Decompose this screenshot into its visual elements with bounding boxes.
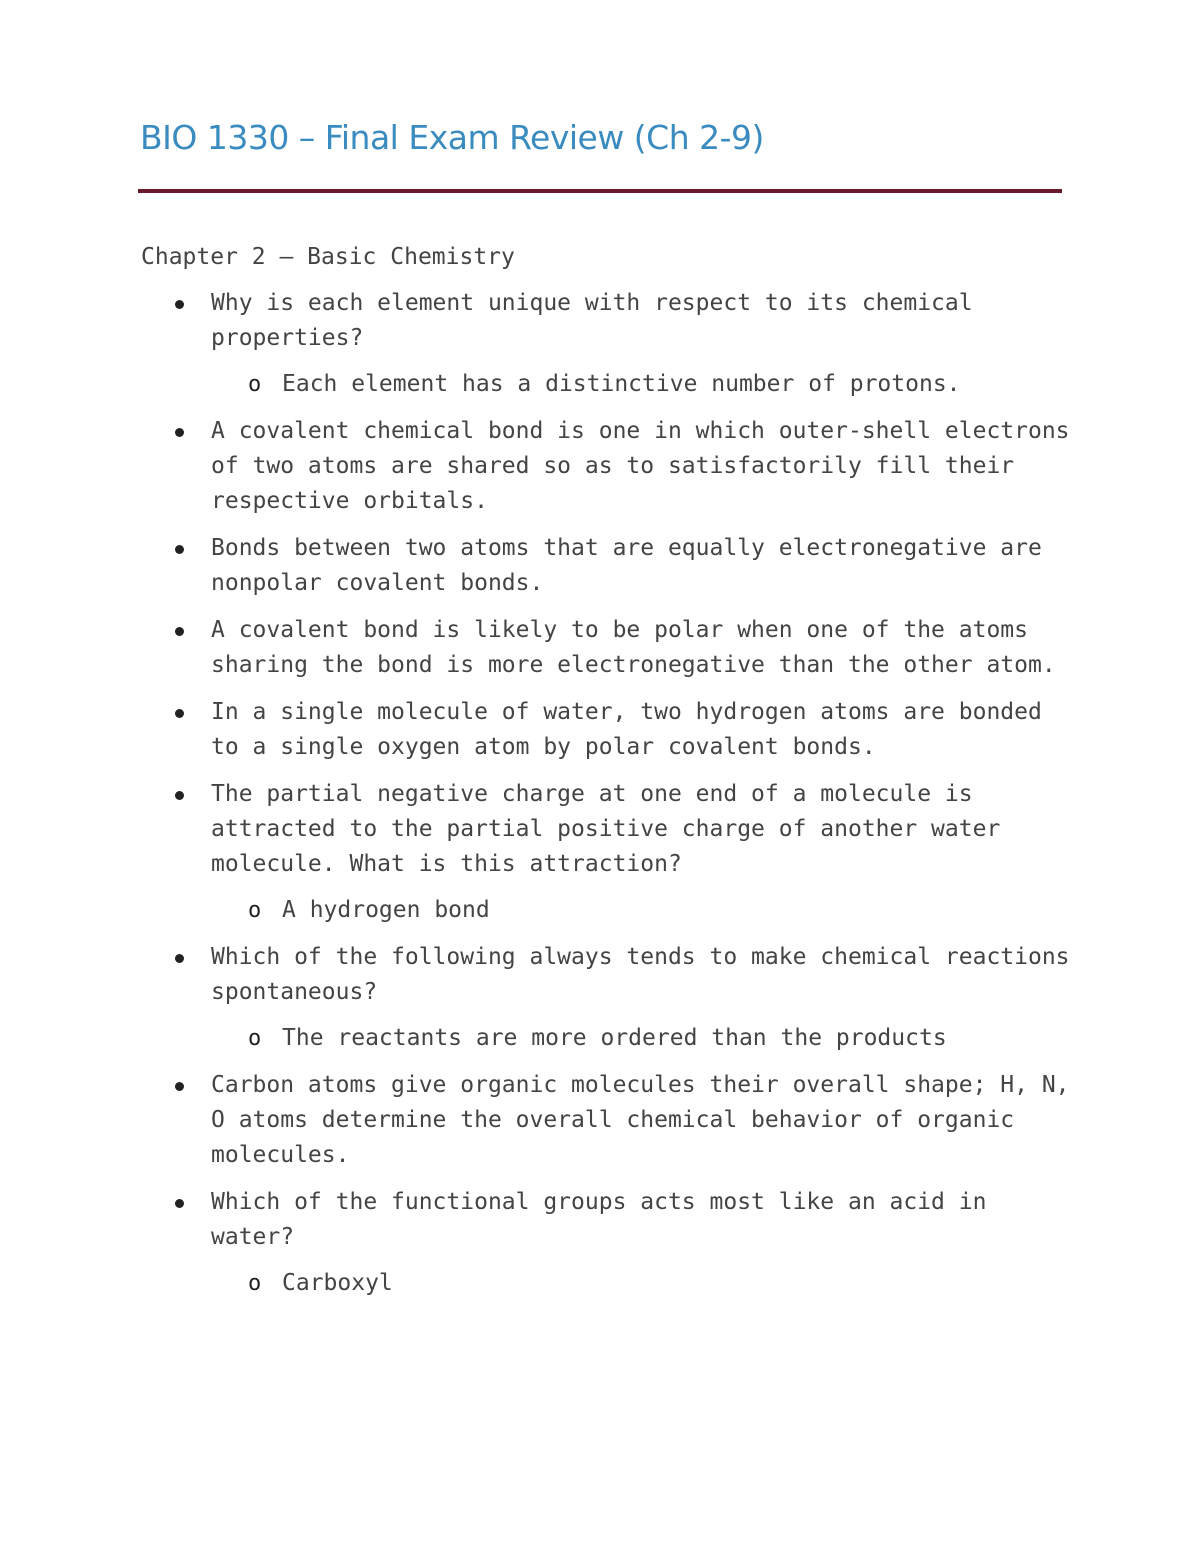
sub-list [211, 1021, 1071, 1056]
bullet-icon [175, 709, 184, 718]
bullet-icon [175, 1199, 184, 1208]
list-item-text: Why is each element unique with respect to its chemical properties? [211, 290, 973, 351]
sub-list [211, 1266, 1071, 1301]
list-item-text: In a single molecule of water, two hydrogen atoms are bonded to a single oxygen atom by polar covalent bonds. [211, 699, 1042, 760]
list-item-text: The partial negative charge at one end of a molecule is attracted to the partial positive charge of another water molecule. What is this attraction? [211, 781, 1001, 877]
sub-list [211, 367, 1071, 402]
list-item [141, 777, 1071, 928]
circle-bullet-icon: o [248, 1271, 262, 1296]
sub-list-item [211, 893, 1071, 928]
list-item-text: Which of the following always tends to make chemical reactions spontaneous? [211, 944, 1070, 1005]
bullet-icon [175, 1082, 184, 1091]
list-item-text: Bonds between two atoms that are equally electronegative are nonpolar covalent bonds. [211, 535, 1042, 596]
bullet-icon [175, 300, 184, 309]
circle-bullet-icon: o [248, 898, 262, 923]
sub-list-item [211, 1021, 1071, 1056]
circle-bullet-icon: o [248, 1026, 262, 1051]
sub-list-item [211, 1266, 1071, 1301]
list-item [141, 286, 1071, 402]
bullet-list [141, 286, 1071, 1301]
sub-item-text: The reactants are more ordered than the products [282, 1025, 947, 1051]
bullet-icon [175, 627, 184, 636]
sub-item-text: Carboxyl [282, 1270, 393, 1296]
list-item-text: Carbon atoms give organic molecules their overall shape; H, N, O atoms determine the overall chemical behavior of organic molecules. [211, 1072, 1070, 1168]
sub-item-text: Each element has a distinctive number of protons. [282, 371, 961, 397]
document-body [141, 240, 1071, 1313]
list-item [141, 940, 1071, 1056]
bullet-icon [175, 545, 184, 554]
list-item-text: A covalent chemical bond is one in which outer-shell electrons of two atoms are shared so as to satisfactorily fill their respective orbitals. [211, 418, 1070, 514]
list-item [141, 695, 1071, 765]
list-item-text: A covalent bond is likely to be polar when one of the atoms sharing the bond is more electronegative than the other atom. [211, 617, 1056, 678]
sub-list-item [211, 367, 1071, 402]
bullet-icon [175, 428, 184, 437]
sub-list [211, 893, 1071, 928]
list-item [141, 613, 1071, 683]
title-divider [138, 189, 1062, 193]
bullet-icon [175, 954, 184, 963]
document-title: BIO 1330 – Final Exam Review (Ch 2-9) [140, 118, 764, 157]
chapter-heading: Chapter 2 – Basic Chemistry [141, 244, 515, 270]
circle-bullet-icon: o [248, 372, 262, 397]
list-item [141, 531, 1071, 601]
list-item [141, 1068, 1071, 1173]
list-item [141, 414, 1071, 519]
list-item-text: Which of the functional groups acts most like an acid in water? [211, 1189, 987, 1250]
bullet-icon [175, 791, 184, 800]
list-item [141, 1185, 1071, 1301]
sub-item-text: A hydrogen bond [282, 897, 490, 923]
